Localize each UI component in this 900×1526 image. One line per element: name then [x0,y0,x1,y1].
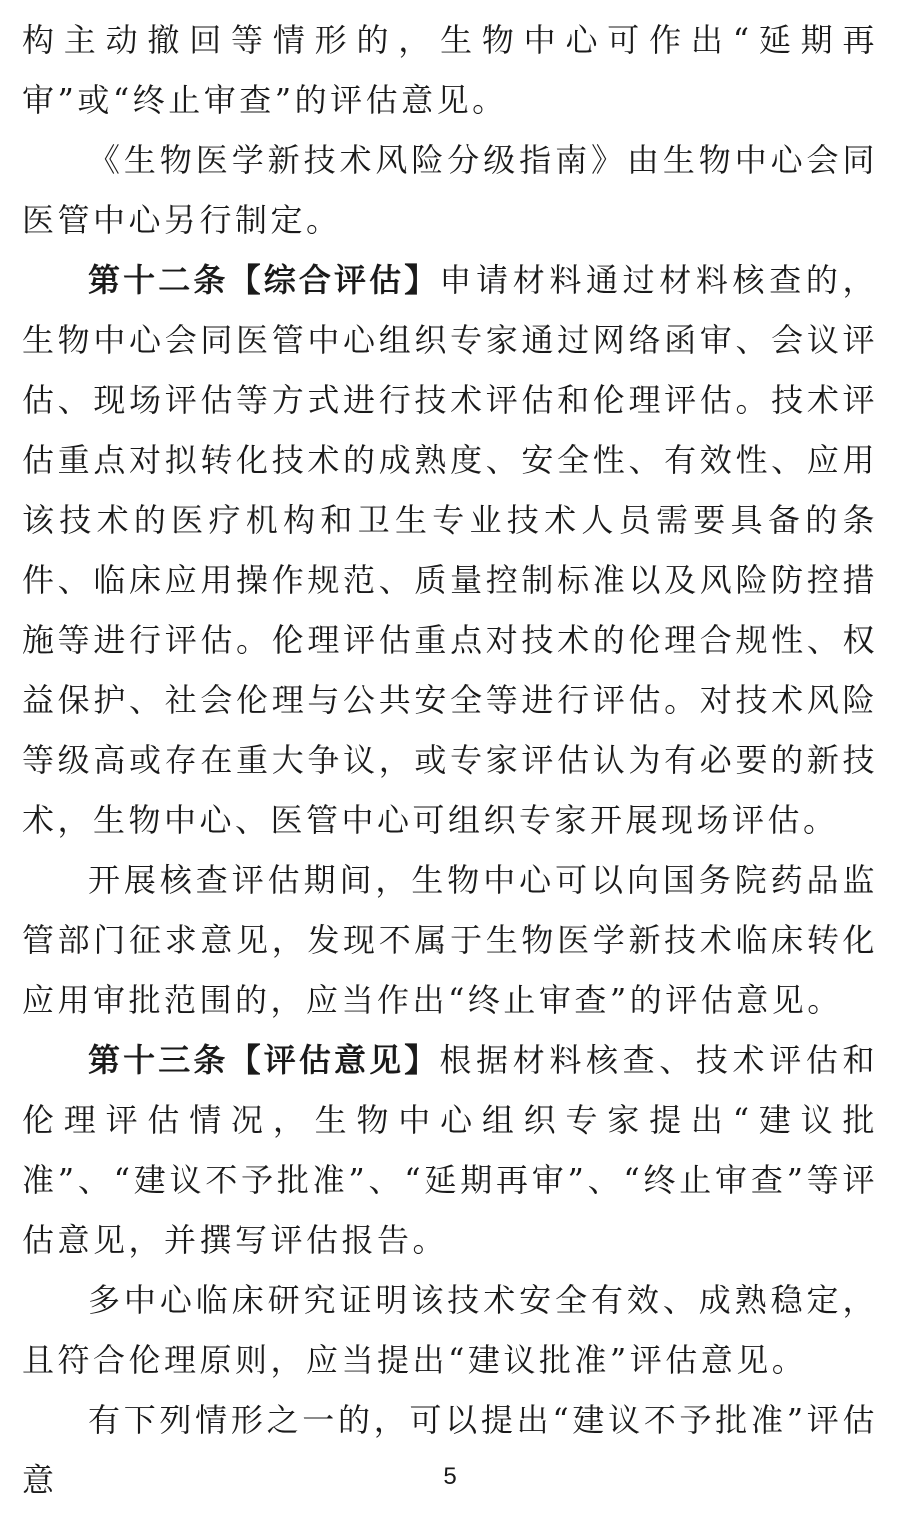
paragraph-recommend-approval [22,1270,878,1390]
article-13-evaluation-opinion [22,1030,878,1270]
article-text: 申请材料通过材料核查的，生物中心会同医管中心组织专家通过网络函审、会议评估、现场评估等方式进行技术评估和伦理评估。技术评估重点对拟转化技术的成熟度、安全性、有效性、应用该技术的医疗机构和卫生专业技术人员需要具备的条件、临床应用操作规范、质量控制标准以及风险防控措施等进行评估。伦理评估重点对技术的伦理合规性、权益保护、社会伦理与公共安全等进行评估。对技术风险等级高或存在重大争议，或专家评估认为有必要的新技术，生物中心、医管中心可组织专家开展现场评估。 [22,261,878,839]
paragraph-text: 开展核查评估期间，生物中心可以向国务院药品监管部门征求意见，发现不属于生物医学新技术临床转化应用审批范围的，应当作出“终止审查”的评估意见。 [22,861,878,1019]
paragraph-text: 构主动撤回等情形的，生物中心可作出“延期再审”或“终止审查”的评估意见。 [22,21,878,119]
paragraph-text: 多中心临床研究证明该技术安全有效、成熟稳定，且符合伦理原则，应当提出“建议批准”评估意见。 [22,1281,878,1379]
article-12-comprehensive-evaluation [22,250,878,850]
paragraph-text: 有下列情形之一的，可以提出“建议不予批准”评估意 [22,1401,878,1499]
paragraph-recommend-rejection [22,1390,878,1510]
page-number: 5 [443,1463,457,1490]
paragraph-text: 《生物医学新技术风险分级指南》由生物中心会同医管中心另行制定。 [22,141,878,239]
document-body [22,10,878,1510]
article-text: 根据材料核查、技术评估和伦理评估情况，生物中心组织专家提出“建议批准”、“建议不予批准”、“延期再审”、“终止审查”等评估意见，并撰写评估报告。 [22,1041,878,1259]
paragraph-review-period [22,850,878,1030]
paragraph-risk-guide [22,130,878,250]
article-heading: 第十二条【综合评估】 [88,261,440,299]
article-heading: 第十三条【评估意见】 [88,1041,440,1079]
paragraph-continuation [22,10,878,130]
